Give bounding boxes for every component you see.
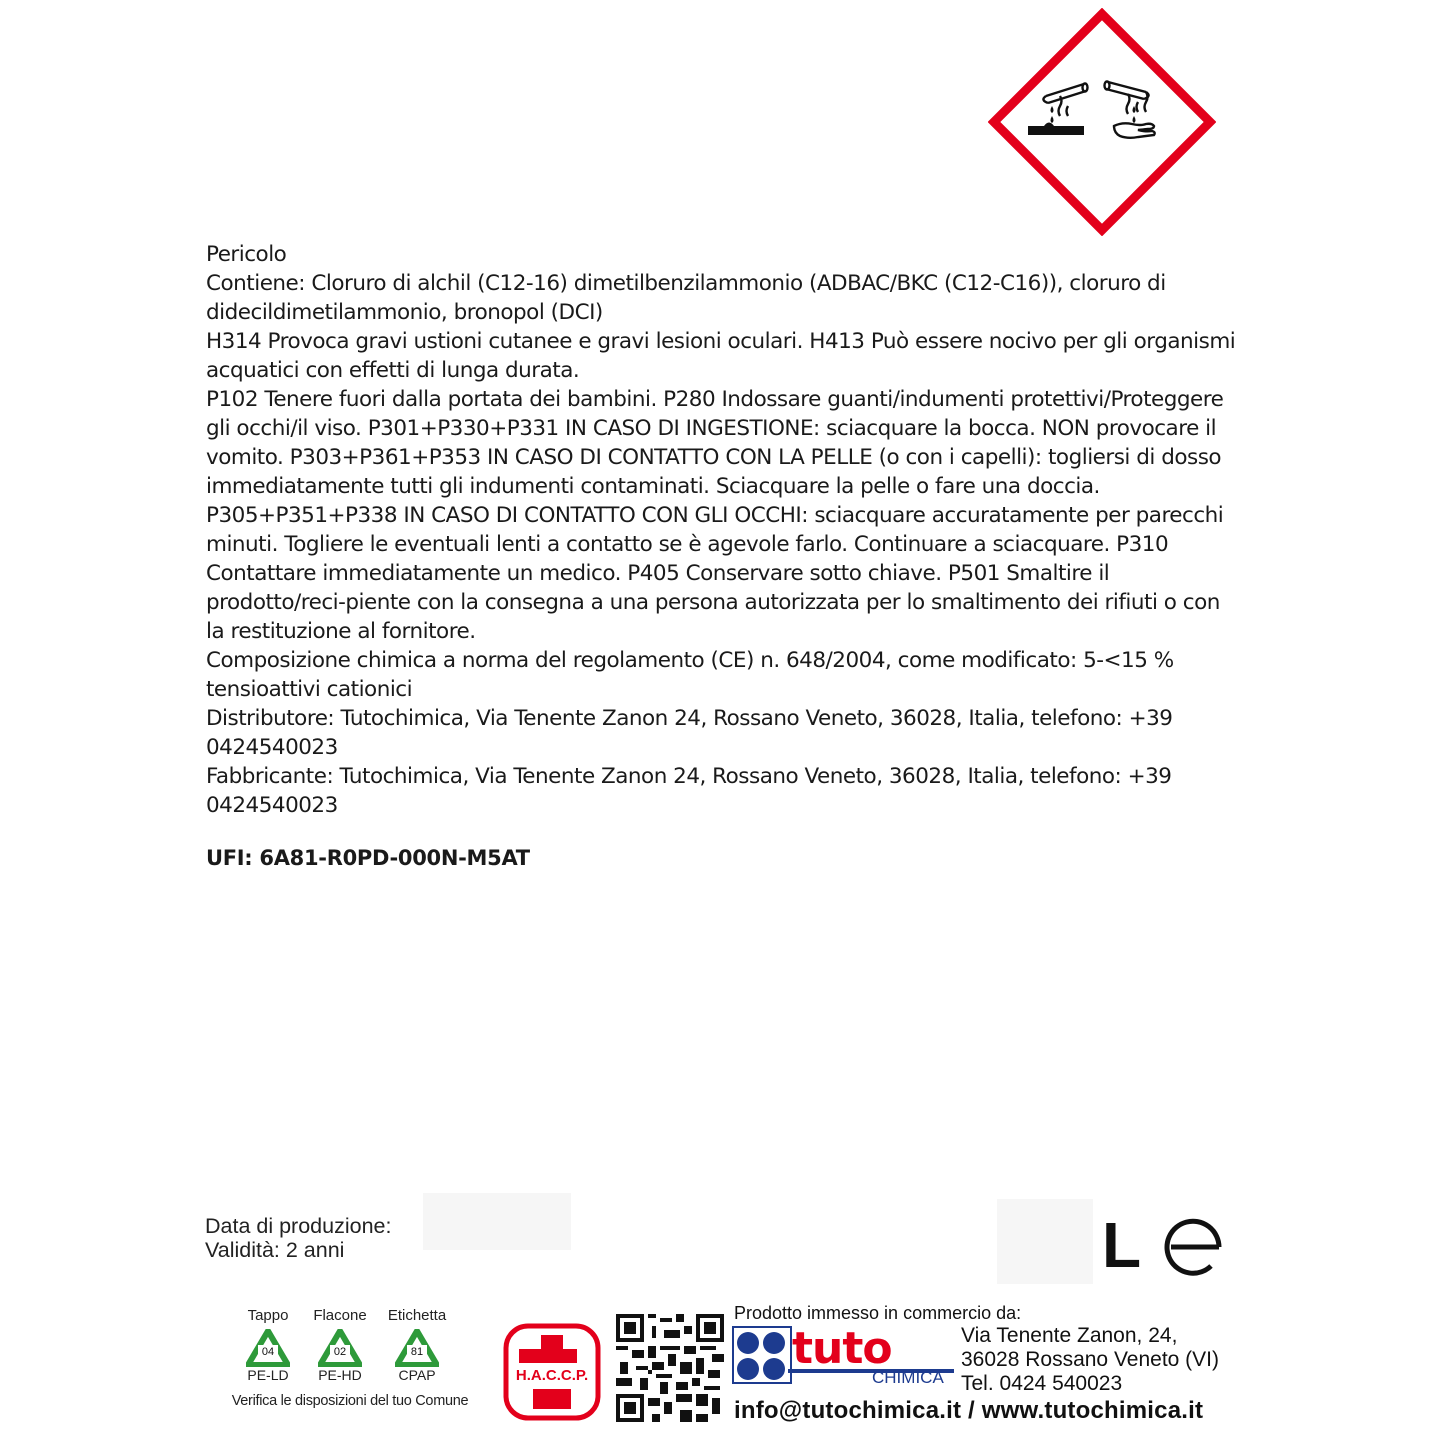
- precautionary-statements-1: P102 Tenere fuori dalla portata dei bambini. P280 Indossare guanti/indumenti protettivi/Proteggere gli occhi/il viso. P301+P330+P331 IN CASO DI INGESTIONE: sciacquare la bocca. NON provocare il vomito. P303+P361+P353 IN CASO DI CONTATTO CON LA PELLE (o con i capelli): togliersi di dosso immediatamente tutti gli indumenti contaminati. Sciacquare la pelle o fare una doccia.: [206, 387, 1224, 499]
- company-address: [961, 1324, 1219, 1396]
- production-date-field: [423, 1193, 571, 1250]
- hazard-statements: H314 Provoca gravi ustioni cutanee e gravi lesioni oculari. H413 Può essere nocivo per gli organismi acquatici con effetti di lunga durata.: [206, 329, 1236, 383]
- recycle-icon: [395, 1329, 439, 1367]
- recycling-item-cap: [228, 1307, 308, 1383]
- logo-sub-text: CHIMICA: [872, 1368, 944, 1385]
- haccp-text: H.A.C.C.P.: [515, 1367, 589, 1384]
- phone-line: Tel. 0424 540023: [961, 1372, 1123, 1395]
- recycling-code: 04: [261, 1346, 275, 1358]
- e-mark-icon: [1163, 1216, 1225, 1278]
- recycling-item-bottle: [300, 1307, 380, 1383]
- recycle-icon: [318, 1329, 362, 1367]
- lot-number-field: [997, 1199, 1093, 1284]
- precautionary-statements-2: P305+P351+P338 IN CASO DI CONTATTO CON GLI OCCHI: sciacquare accuratamente per parecchi minuti. Togliere le eventuali lenti a contatto se è agevole farlo. Continuare a sciacquare. P310 Contattare immediatamente un medico. P405 Conservare sotto chiave. P501 Smaltire il prodotto/reci-piente con la consegna a una persona autorizzata per lo smaltimento dei rifiuti o con la restituzione al fornitore.: [206, 503, 1224, 644]
- production-info: [205, 1214, 391, 1262]
- lot-symbol: L: [1102, 1209, 1142, 1281]
- tutochimica-logo: [732, 1325, 954, 1385]
- recycling-material: PE-LD: [247, 1367, 289, 1383]
- corrosion-pictogram-icon: [988, 8, 1216, 236]
- qr-code-icon[interactable]: [616, 1314, 724, 1422]
- address-line: Via Tenente Zanon, 24,: [961, 1324, 1178, 1347]
- company-intro: Prodotto immesso in commercio da:: [734, 1303, 1022, 1323]
- production-date-label: Data di produzione:: [205, 1214, 392, 1238]
- recycling-label: Flacone: [313, 1307, 367, 1324]
- ufi-code: UFI: 6A81-R0PD-000N-M5AT: [206, 846, 530, 870]
- validity-label: Validità: 2 anni: [205, 1238, 345, 1262]
- recycling-label: Etichetta: [387, 1307, 447, 1324]
- recycling-material: PE-HD: [318, 1367, 362, 1383]
- recycling-note: Verifica le disposizioni del tuo Comune: [231, 1393, 469, 1409]
- recycling-code: 02: [333, 1346, 347, 1358]
- recycle-icon: [246, 1329, 290, 1367]
- recycling-label: Tappo: [247, 1307, 289, 1324]
- haccp-badge-icon: [503, 1323, 601, 1421]
- recycling-code: 81: [410, 1346, 424, 1358]
- manufacturer-statement: Fabbricante: Tutochimica, Via Tenente Zanon 24, Rossano Veneto, 36028, Italia, telefono: +39 0424540023: [206, 764, 1172, 818]
- logo-main-text: tuto: [792, 1325, 892, 1374]
- signal-word: Pericolo: [206, 242, 287, 267]
- address-line: 36028 Rossano Veneto (VI): [961, 1348, 1220, 1371]
- contact-web-email[interactable]: info@tutochimica.it / www.tutochimica.it: [734, 1397, 1204, 1424]
- recycling-item-label: [377, 1307, 457, 1383]
- distributor-statement: Distributore: Tutochimica, Via Tenente Zanon 24, Rossano Veneto, 36028, Italia, telefono: +39 0424540023: [206, 706, 1173, 760]
- contains-statement: Contiene: Cloruro di alchil (C12-16) dimetilbenzilammonio (ADBAC/BKC (C12-C16)), cloruro di didecildimetilammonio, bronopol (DCI): [206, 271, 1166, 325]
- recycling-material: CPAP: [398, 1367, 436, 1383]
- composition-statement: Composizione chimica a norma del regolamento (CE) n. 648/2004, come modificato: 5-<15 % tensioattivi cationici: [206, 648, 1174, 702]
- label-text: [206, 240, 1236, 820]
